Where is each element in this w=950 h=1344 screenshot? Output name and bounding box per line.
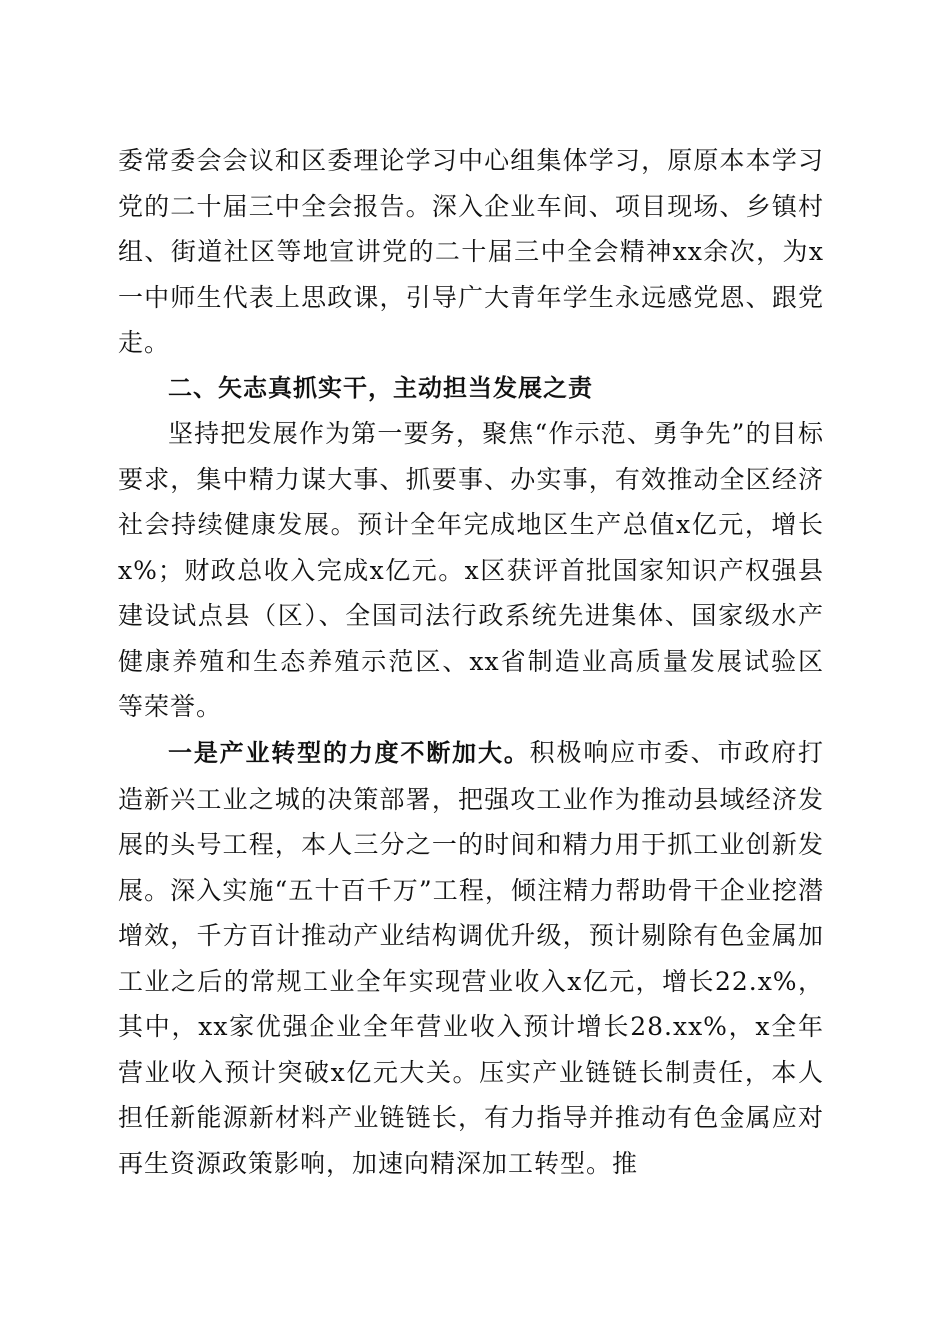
paragraph-development: 坚持把发展作为第一要务，聚焦“作示范、勇争先”的目标要求，集中精力谋大事、抓要事、办实事，有效推动全区经济社会持续健康发展。预计全年完成地区生产总值x亿元，增长x%；财政总收入完成x亿元。x区获评首批国家知识产权强县建设试点县（区）、全国司法行政系统先进集体、国家级水产健康养殖和生态养殖示范区、xx省制造业高质量发展试验区等荣誉。 bbox=[118, 419, 824, 721]
point-one-body: 积极响应市委、市政府打造新兴工业之城的决策部署，把强攻工业作为推动县域经济发展的头号工程，本人三分之一的时间和精力用于抓工业创新发展。深入实施“五十百千万”工程，倾注精力帮助骨干企业挖潜增效，千方百计推动产业结构调优升级，预计剔除有色金属加工业之后的常规工业全年实现营业收入x亿元，增长22.x%，其中，xx家优强企业全年营业收入预计增长28.xx%，x全年营业收入预计突破x亿元大关。压实产业链链长制责任，本人担任新能源新材料产业链链长，有力指导并推动有色金属应对再生资源政策影响，加速向精深加工转型。推 bbox=[118, 738, 824, 1178]
paragraph-industrial-transformation bbox=[118, 730, 824, 1186]
point-one-title: 一是产业转型的力度不断加大。 bbox=[168, 739, 530, 767]
paragraph-continuation: 委常委会会议和区委理论学习中心组集体学习，原原本本学习党的二十届三中全会报告。深入企业车间、项目现场、乡镇村组、街道社区等地宣讲党的二十届三中全会精神xx余次，为x一中师生代表上思政课，引导广大青年学生永远感党恩、跟党走。 bbox=[118, 146, 824, 357]
section-heading: 二、矢志真抓实干，主动担当发展之责 bbox=[168, 374, 593, 402]
